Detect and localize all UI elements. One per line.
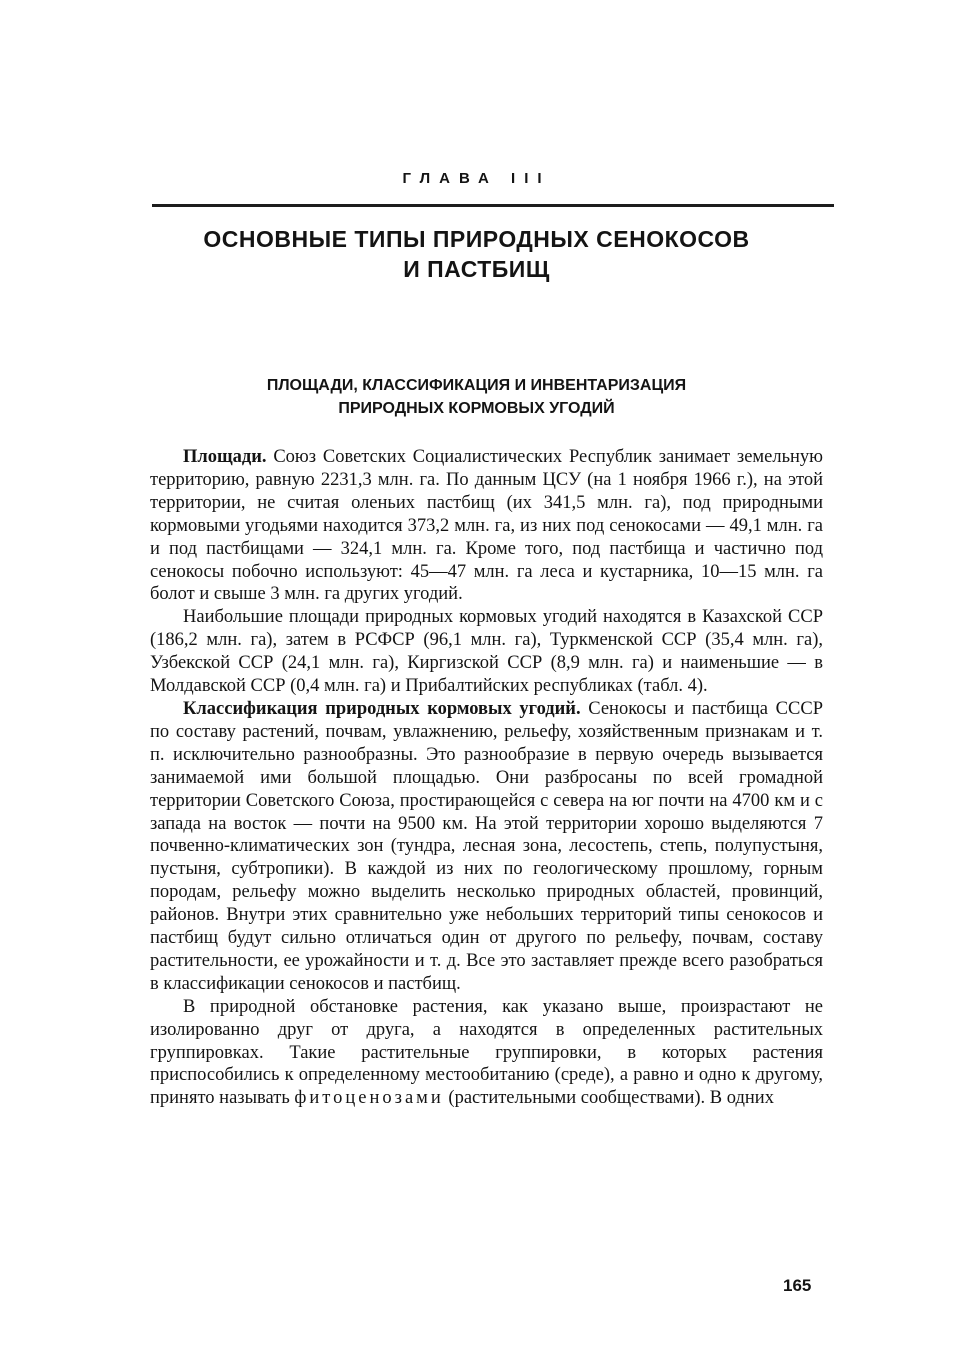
section-heading (0, 374, 953, 420)
section-heading-line-1: ПЛОЩАДИ, КЛАССИФИКАЦИЯ И ИНВЕНТАРИЗАЦИЯ (266, 377, 687, 394)
paragraph-text: (растительными сообществами). В одних (448, 1088, 774, 1109)
chapter-title (0, 224, 953, 284)
paragraph-text: Сенокосы и пастбища СССР по составу растений, почвам, увлажнению, рельефу, хозяйственным признакам и т. п. исключительно разнообразны. Это разнообразие в первую очередь вызывается занимаемой ими большой площадью. Они разбросаны по всей громадной территории Советского Союза, простирающейся с севера на юг почти на 4700 км и с запада на восток — почти на 9500 км. На этой территории хорошо выделяются 7 почвенно-климатических зон (тундра, лесная зона, лесостепь, степь, полупустыня, пустыня, субтропики). В каждой из них по геологическому прошлому, горным породам, рельефу можно выделить несколько природных областей, провинций, районов. Внутри этих сравнительно уже небольших территорий типы сенокосов и пастбищ будут сильно отличаться один от другого по рельефу, почвам, составу растительности, ее урожайности и т. д. Все это заставляет прежде всего разобраться в классификации сенокосов и пастбищ. (150, 698, 823, 994)
term-phytocenoses: фитоценозами (294, 1088, 444, 1109)
chapter-title-line-2: И ПАСТБИЩ (403, 256, 550, 282)
section-heading-line-2: ПРИРОДНЫХ КОРМОВЫХ УГОДИЙ (338, 400, 615, 417)
page-number: 165 (783, 1276, 812, 1295)
paragraph-lead-areas: Площади. (183, 447, 267, 467)
paragraph-classification (150, 698, 823, 996)
chapter-label: ГЛАВА III (402, 170, 551, 187)
paragraph-areas (150, 446, 823, 606)
paragraph-text: В природной обстановке растения, как указано выше, произрастают не изолированно друг от друга, а находятся в определенных растительных группировках. Такие растительные группировки, в которых растения приспособились к определенному местообитанию (среде), а равно и одно к другому, принято называть (150, 996, 823, 1109)
body-text (150, 446, 823, 1110)
paragraph-text: Наибольшие площади природных кормовых угодий находятся в Казахской ССР (186,2 млн. га), затем в РСФСР (96,1 млн. га), Туркменской ССР (35,4 млн. га), Узбекской ССР (24,1 млн. га), Киргизской ССР (8,9 млн. га) и наименьшие — в Молдавской ССР (0,4 млн. га) и Прибалтийских республиках (табл. 4). (150, 607, 823, 697)
paragraph-regions (150, 606, 823, 698)
paragraph-phytocenoses (150, 996, 823, 1111)
paragraph-text: Союз Советских Социалистических Республик занимает земельную территорию, равную 2231,3 млн. га. По данным ЦСУ (на 1 ноября 1966 г.), на этой территории, не считая оленьих пастбищ (их 341,5 млн. га), под природными кормовыми угодьями находится 373,2 млн. га, из них под сенокосами — 49,1 млн. га и под пастбищами — 324,1 млн. га. Кроме того, под пастбища и частично под сенокосы побочно используют: 45—47 млн. га леса и кустарника, 10—15 млн. га болот и свыше 3 млн. га других угодий. (150, 447, 823, 605)
title-rule (152, 204, 834, 207)
chapter-title-line-1: ОСНОВНЫЕ ТИПЫ ПРИРОДНЫХ СЕНОКОСОВ (203, 226, 750, 252)
paragraph-lead-classification: Классификация природных кормовых угодий. (183, 698, 581, 719)
